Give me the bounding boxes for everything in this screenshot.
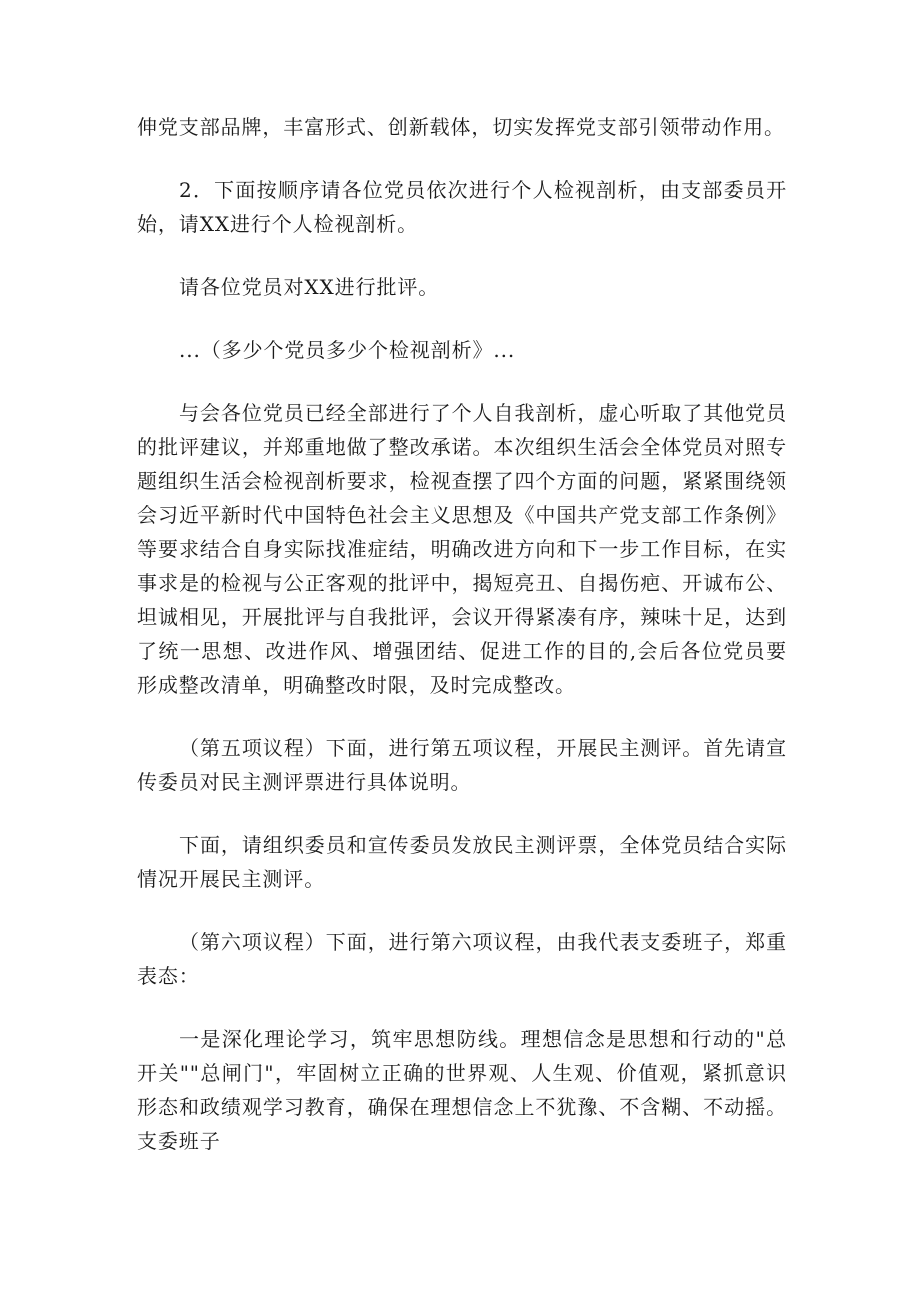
paragraph-agenda-6: （第六项议程）下面，进行第六项议程，由我代表支委班子，郑重表态： [137,930,787,988]
paragraph-evaluation: 下面，请组织委员和宣传委员发放民主测评票，全体党员结合实际情况开展民主测评。 [137,833,787,891]
paragraph-item-2: 2．下面按顺序请各位党员依次进行个人检视剖析，由支部委员开始，请XX进行个人检视剖析。 [137,178,787,236]
paragraph-agenda-5: （第五项议程）下面，进行第五项议程，开展民主测评。首先请宣传委员对民主测评票进行具体说明。 [137,736,787,794]
paragraph-pledge-1: 一是深化理论学习，筑牢思想防线。理想信念是思想和行动的"总开关""总闸门"，牢固树立正确的世界观、人生观、价值观，紧抓意识形态和政绩观学习教育，确保在理想信念上不犹豫、不含糊、不动摇。支委班子 [137,1027,787,1153]
paragraph-ellipsis-note: ...（多少个党员多少个检视剖析》... [179,338,516,362]
paragraph-summary: 与会各位党员已经全部进行了个人自我剖析，虚心听取了其他党员的批评建议，并郑重地做了整改承诺。本次组织生活会全体党员对照专题组织生活会检视剖析要求，检视查摆了四个方面的问题，紧紧围绕领会习近平新时代中国特色社会主义思想及《中国共产党支部工作条例》等要求结合自身实际找准症结，明确改进方向和下一步工作目标，在实事求是的检视与公正客观的批评中，揭短亮丑、自揭伤疤、开诚布公、坦诚相见，开展批评与自我批评，会议开得紧凑有序，辣味十足，达到了统一思想、改进作风、增强团结、促进工作的目的,会后各位党员要形成整改清单，明确整改时限，及时完成整改。 [137,401,787,697]
paragraph-criticism: 请各位党员对XX进行批评。 [179,275,440,299]
paragraph-brand-continuation: 伸党支部品牌，丰富形式、创新载体，切实发挥党支部引领带动作用。 [137,115,785,139]
document-body [137,110,787,1187]
